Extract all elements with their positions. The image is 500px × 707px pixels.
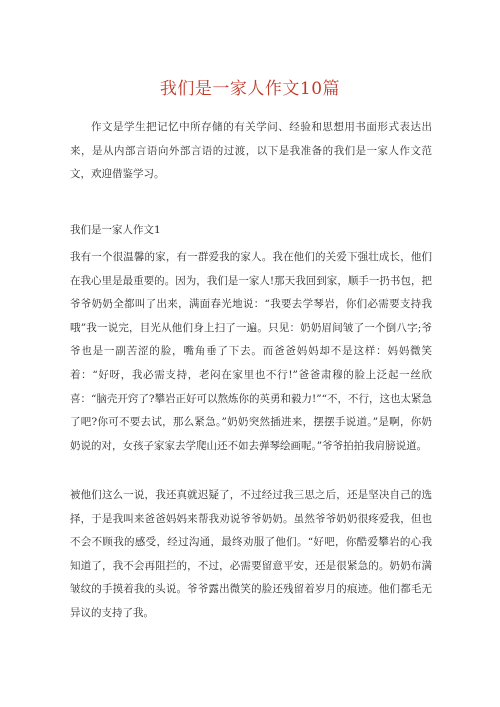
body-paragraph: 被他们这么一说，我还真就迟疑了，不过经过我三思之后，还是坚决自己的选择，于是我叫来爸爸妈妈来帮我劝说爷爷奶奶。虽然爷爷奶奶很疼爱我，但也不会不顾我的感受，经过沟通，最终劝服了他们。“好吧，你酷爱攀岩的心我知道了，我不会再阻拦的，不过，必需要留意平安，还是很紧急的。奶奶布满皱纹的手摸着我的头说。爷爷露出微笑的脸还残留着岁月的痕迹。他们都毛无异议的支持了我。: [70, 489, 432, 619]
body-paragraph: 我有一个很温馨的家，有一群爱我的家人。我在他们的关爱下强壮成长，他们在我心里是最重要的。因为，我们是一家人!那天我回到家，顺手一扔书包，把爷爷奶奶全都叫了出来，满面春光地说：“我要去学琴岩，你们必需要支持我哦”我一说完，目光从他们身上扫了一遍。只见：奶奶眉间皱了一个倒八字;爷爷也是一副苦涩的脸，嘴角垂了下去。而爸爸妈妈却不是这样：妈妈微笑着：“好呀，我必需支持，老闷在家里也不行!”爸爸肃穆的脸上泛起一丝欣喜：“脑壳开窍了?攀岩正好可以熬炼你的英勇和毅力!”“不，不行，这也太紧急了吧?你可不要去试，那么紧急。”奶奶突然插进来，摆摆手说道。”是啊，你奶奶说的对，女孩子家家去学爬山还不如去弹琴绘画呢。”爷爷拍拍我肩膀说道。: [70, 251, 432, 452]
essay-title: 我们是一家人作文1: [70, 224, 161, 236]
intro-paragraph: 作文是学生把记忆中所存储的有关学问、经验和思想用书面形式表达出来，是从内部言语向外部言语的过渡，以下是我准备的我们是一家人作文范文，欢迎借鉴学习。: [70, 121, 432, 181]
document-title: 我们是一家人作文10篇: [159, 79, 341, 99]
